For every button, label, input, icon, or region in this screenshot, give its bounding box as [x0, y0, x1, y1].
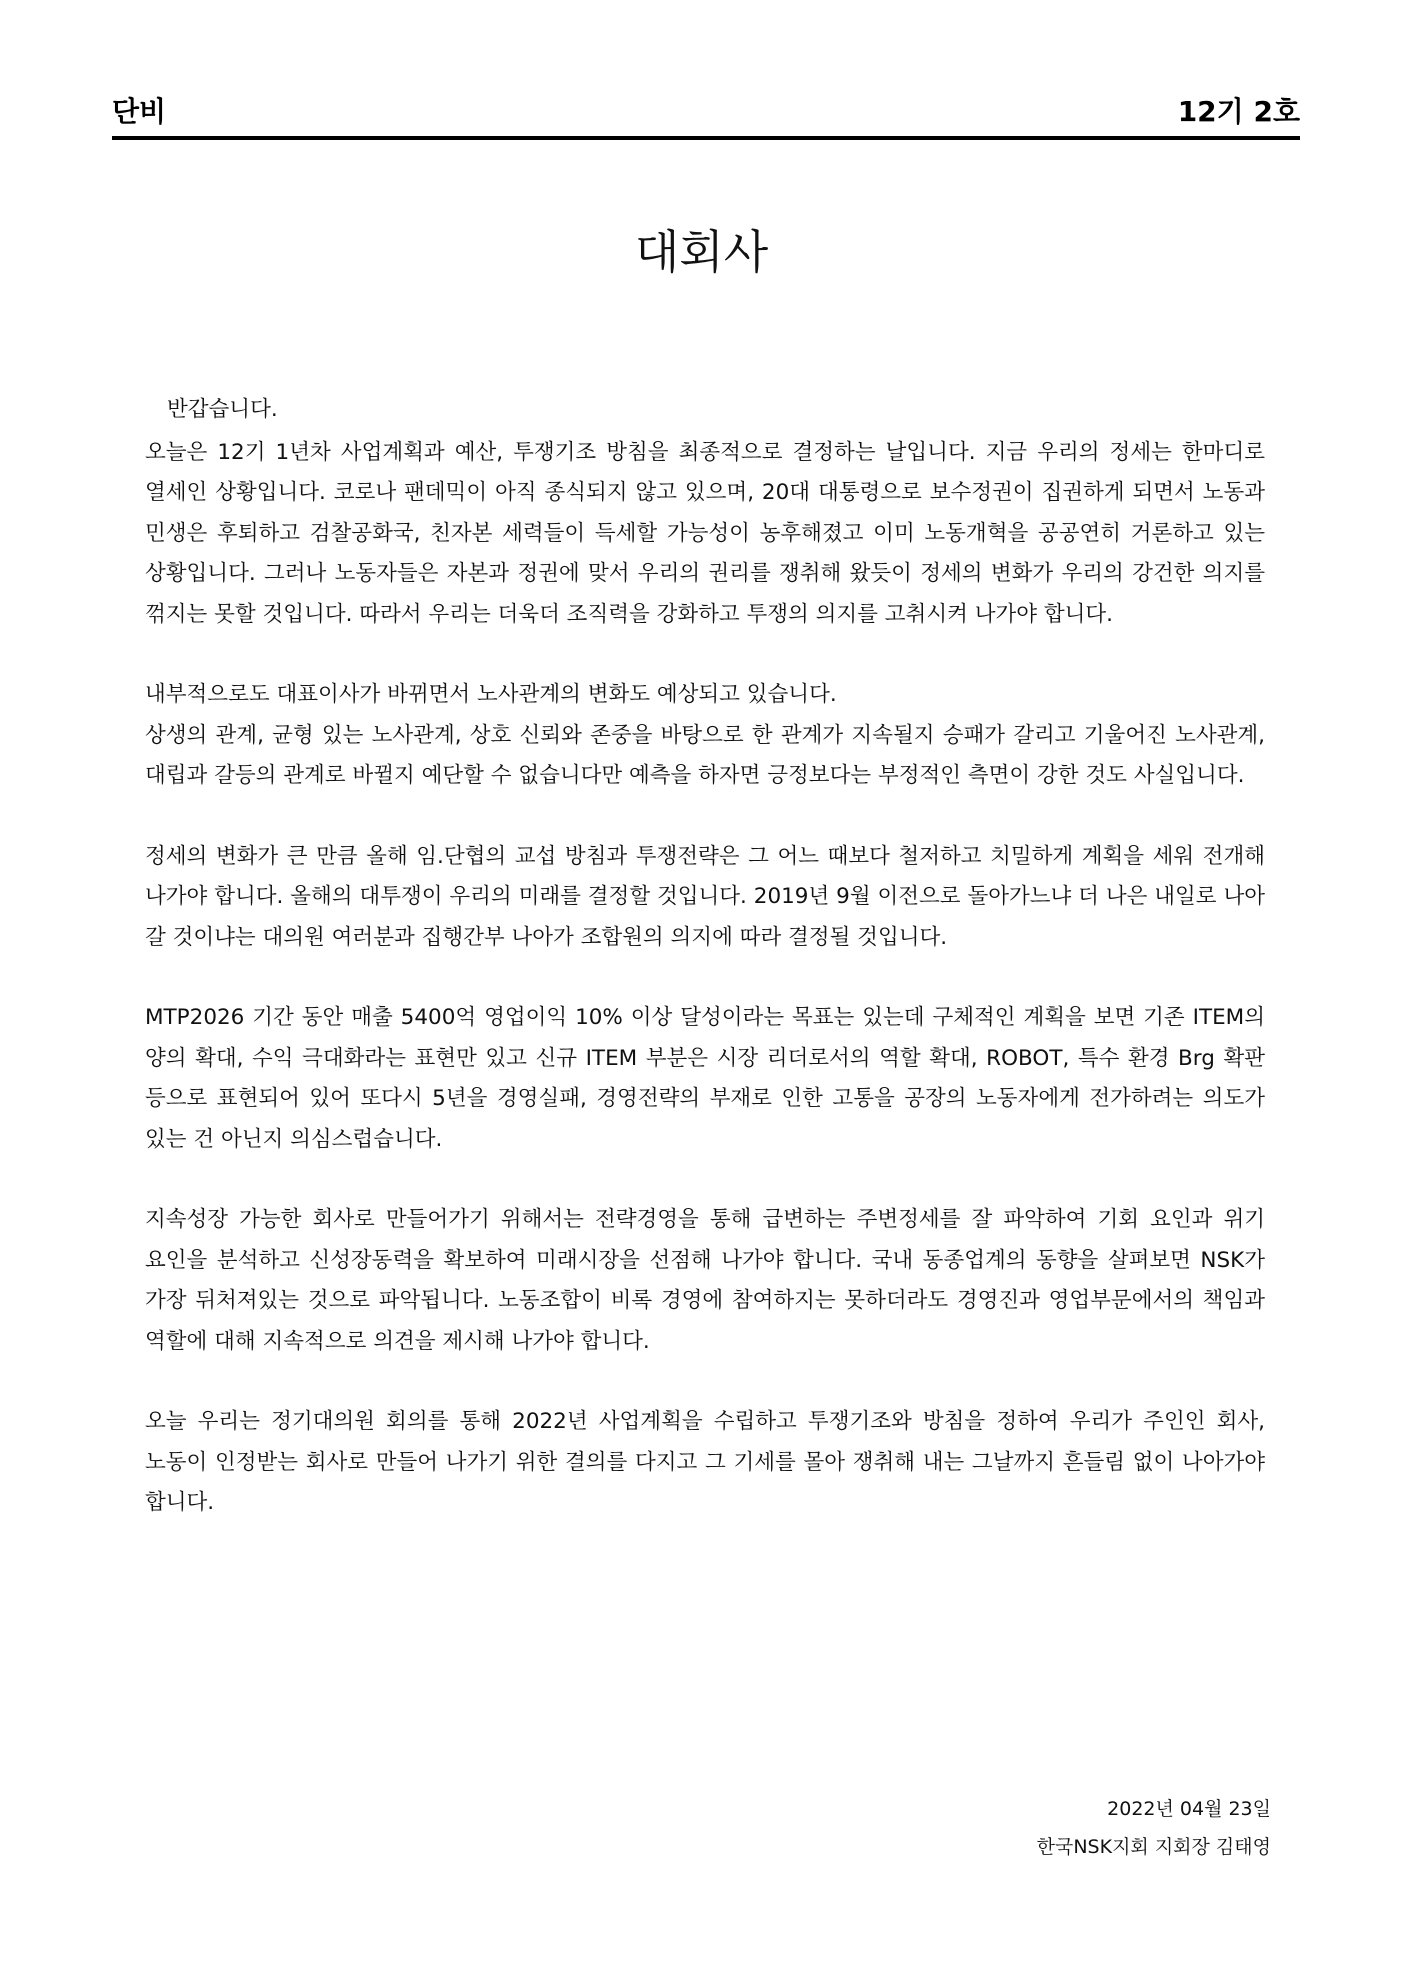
- issue-number: 12기 2호: [1177, 95, 1300, 128]
- document-title: 대회사: [634, 225, 769, 279]
- page-header: [112, 92, 1300, 140]
- paragraph-internal-change: 내부적으로도 대표이사가 바뀌면서 노사관계의 변화도 예상되고 있습니다.: [145, 682, 837, 707]
- document-body: [145, 390, 1265, 1564]
- signature-author: 한국NSK지회 지회장 김태영: [1036, 1836, 1271, 1858]
- paragraph-labor-relations: 상생의 관계, 균형 있는 노사관계, 상호 신뢰와 존중을 바탕으로 한 관계가 지속될지 승패가 갈리고 기울어진 노사관계, 대립과 갈등의 관계로 바뀔지 예단할 수 없습니다만 예측을 하자면 긍정보다는 부정적인 측면이 강한 것도 사실입니다.: [145, 722, 1265, 788]
- paragraph-situation: 오늘은 12기 1년차 사업계획과 예산, 투쟁기조 방침을 최종적으로 결정하는 날입니다. 지금 우리의 정세는 한마디로 열세인 상황입니다. 코로나 팬데믹이 아직 종식되지 않고 있으며, 20대 대통령으로 보수정권이 집권하게 되면서 노동과 민생은 후퇴하고 검찰공화국, 친자본 세력들이 득세할 가능성이 농후해졌고 이미 노동개혁을 공공연히 거론하고 있는 상황입니다. 그러나 노동자들은 자본과 정권에 맞서 우리의 권리를 쟁취해 왔듯이 정세의 변화가 우리의 강건한 의지를 꺾지는 못할 것입니다. 따라서 우리는 더욱더 조직력을 강화하고 투쟁의 의지를 고취시켜 나가야 합니다.: [145, 439, 1265, 627]
- signature-block: [1037, 1790, 1271, 1866]
- publication-name: 단비: [112, 95, 167, 128]
- paragraph-negotiation-strategy: 정세의 변화가 큰 만큼 올해 임.단협의 교섭 방침과 투쟁전략은 그 어느 때보다 철저하고 치밀하게 계획을 세워 전개해 나가야 합니다. 올해의 대투쟁이 우리의 미래를 결정할 것입니다. 2019년 9월 이전으로 돌아가느냐 더 나은 내일로 나아 갈 것이냐는 대의원 여러분과 집행간부 나아가 조합원의 의지에 따라 결정될 것입니다.: [145, 843, 1265, 950]
- paragraph-resolution: 오늘 우리는 정기대의원 회의를 통해 2022년 사업계획을 수립하고 투쟁기조와 방침을 정하여 우리가 주인인 회사, 노동이 인정받는 회사로 만들어 나가기 위한 결의를 다지고 그 기세를 몰아 쟁취해 내는 그날까지 흔들림 없이 나아가야 합니다.: [145, 1409, 1265, 1515]
- paragraph-mtp2026: MTP2026 기간 동안 매출 5400억 영업이익 10% 이상 달성이라는 목표는 있는데 구체적인 계획을 보면 기존 ITEM의 양의 확대, 수익 극대화라는 표현만 있고 신규 ITEM 부분은 시장 리더로서의 역할 확대, ROBOT, 특수 환경 Brg 확판 등으로 표현되어 있어 또다시 5년을 경영실패, 경영전략의 부재로 인한 고통을 공장의 노동자에게 전가하려는 의도가 있는 건 아닌지 의심스럽습니다.: [145, 1005, 1265, 1152]
- signature-date: 2022년 04월 23일: [1107, 1798, 1271, 1820]
- paragraph-sustainable-growth: 지속성장 가능한 회사로 만들어가기 위해서는 전략경영을 통해 급변하는 주변정세를 잘 파악하여 기회 요인과 위기 요인을 분석하고 신성장동력을 확보하여 미래시장을 선점해 나가야 합니다. 국내 동종업계의 동향을 살펴보면 NSK가 가장 뒤처져있는 것으로 파악됩니다. 노동조합이 비록 경영에 참여하지는 못하더라도 경영진과 영업부문에서의 책임과 역할에 대해 지속적으로 의견을 제시해 나가야 합니다.: [145, 1207, 1265, 1354]
- greeting: 반갑습니다.: [167, 397, 278, 422]
